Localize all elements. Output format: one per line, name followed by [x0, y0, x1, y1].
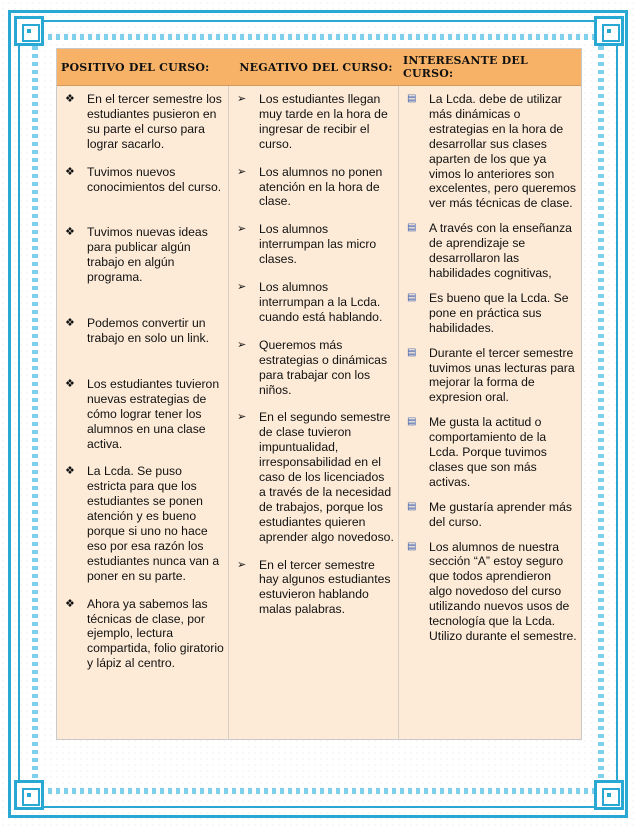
positivo-item: [65, 377, 224, 452]
arrow-bullet-icon: ➢: [237, 338, 247, 351]
arrow-bullet-icon: ➢: [237, 281, 247, 294]
arrow-bullet-icon: ➢: [237, 93, 247, 105]
negativo-item-text: Los alumnos interrumpan a la Lcda. cuando está hablando.: [259, 280, 383, 324]
book-bullet-icon: ▤: [407, 416, 417, 428]
positivo-item-text: Tuvimos nuevos conocimientos del curso.: [87, 164, 222, 194]
header-negativo: NEGATIVO DEL CURSO:: [239, 60, 393, 74]
negativo-item-text: Los alumnos no ponen atención en la hora de clase.: [259, 164, 383, 209]
diamond-bullet-icon: ❖: [65, 165, 75, 178]
interesante-item: [407, 291, 577, 336]
negativo-item: [237, 410, 394, 544]
corner-ornament-bottom-left: [14, 780, 44, 810]
negativo-item-text: En el segundo semestre de clase tuvieron impuntualidad, irresponsabilidad en el caso de los licenciados a través de la necesidad de trabajos, porque los estudiantes quieren aprender algo novedoso.: [259, 410, 394, 544]
negativo-item: [237, 92, 394, 152]
book-bullet-icon: ▤: [407, 222, 417, 234]
positivo-item-text: Ahora ya sabemos las técnicas de clase, por ejemplo, lectura compartida, folio giratorio y lápiz al centro.: [87, 596, 224, 671]
book-bullet-icon: ▤: [407, 346, 417, 358]
negativo-item: [237, 222, 394, 267]
column-positivo: [57, 86, 229, 739]
positivo-item: [65, 165, 224, 195]
positivo-item: [65, 597, 224, 672]
interesante-item-text: Durante el tercer semestre tuvimos unas lecturas para mejorar la forma de expresion oral.: [429, 345, 575, 405]
diamond-bullet-icon: ❖: [65, 377, 75, 390]
interesante-item-text: Los alumnos de nuestra sección “A” estoy seguro que todos aprendieron algo novedoso del curso utilizando nuevos usos de tecnología que la Lcda. Utilizo durante el semestre.: [429, 539, 577, 643]
positivo-item-text: Los estudiantes tuvieron nuevas estrategias de cómo lograr tener los alumnos en una clase activa.: [87, 376, 220, 451]
table-header-row: [57, 49, 581, 86]
interesante-item: [407, 500, 577, 530]
diamond-bullet-icon: ❖: [65, 465, 75, 478]
negativo-item-text: Los alumnos interrumpan las micro clases.: [259, 222, 377, 267]
diamond-bullet-icon: ❖: [65, 597, 75, 610]
column-negativo: [229, 86, 399, 739]
interesante-item-text: La Lcda. debe de utilizar más dinámicas o estrategias en la hora de desarrollar sus clases aparten de los que ya vimos lo anteriores son excelentes, pero queremos ver más técnicas de clase.: [429, 92, 577, 211]
arrow-bullet-icon: ➢: [237, 223, 247, 236]
book-bullet-icon: ▤: [407, 291, 417, 303]
header-interesante: INTERESANTE DEL CURSO:: [403, 54, 528, 80]
pni-table: [56, 48, 582, 740]
positivo-item-text: La Lcda. Se puso estricta para que los estudiantes se ponen atención y es bueno porque si uno no hace eso por esa razón los estudiantes nunca van a poner en su parte.: [87, 464, 220, 583]
interesante-item: [407, 415, 577, 490]
negativo-item: [237, 558, 394, 618]
arrow-bullet-icon: ➢: [237, 165, 247, 178]
corner-ornament-top-left: [14, 16, 44, 46]
book-bullet-icon: ▤: [407, 500, 417, 512]
arrow-bullet-icon: ➢: [237, 411, 247, 424]
negativo-item-text: Queremos más estrategias o dinámicas para trabajar con los niños.: [259, 337, 388, 397]
arrow-bullet-icon: ➢: [237, 558, 247, 571]
positivo-item-text: Podemos convertir un trabajo en solo un link.: [87, 316, 209, 345]
corner-ornament-top-right: [594, 16, 624, 46]
header-positivo: POSITIVO DEL CURSO:: [61, 60, 210, 74]
positivo-item: [65, 464, 224, 583]
interesante-item: [407, 92, 577, 211]
interesante-item: [407, 346, 577, 406]
interesante-item-text: A través con la enseñanza de aprendizaje se desarrollaron las habilidades cognitivas,: [429, 221, 572, 280]
positivo-item: [65, 316, 224, 346]
positivo-item: [65, 225, 224, 285]
diamond-bullet-icon: ❖: [65, 226, 75, 239]
negativo-item: [237, 165, 394, 210]
negativo-item: [237, 280, 394, 325]
interesante-item-text: Me gustaría aprender más del curso.: [429, 499, 572, 529]
negativo-item-text: Los estudiantes llegan muy tarde en la hora de ingresar de recibir el curso.: [259, 92, 388, 151]
book-bullet-icon: ▤: [407, 540, 417, 552]
positivo-item: [65, 92, 224, 152]
positivo-item-text: En el tercer semestre los estudiantes pusieron en su parte el curso para lograr sacarlo.: [87, 92, 222, 151]
interesante-item-text: Me gusta la actitud o comportamiento de la Lcda. Porque tuvimos clases que son más activas.: [429, 415, 547, 489]
table-body-row: [57, 86, 581, 739]
negativo-item: [237, 338, 394, 398]
interesante-item: [407, 540, 577, 644]
column-interesante: [399, 86, 581, 739]
book-bullet-icon: ▤: [407, 93, 417, 104]
positivo-item-text: Tuvimos nuevas ideas para publicar algún trabajo en algún programa.: [87, 225, 208, 285]
corner-ornament-bottom-right: [594, 780, 624, 810]
diamond-bullet-icon: ❖: [65, 93, 75, 105]
diamond-bullet-icon: ❖: [65, 317, 75, 330]
negativo-item-text: En el tercer semestre hay algunos estudiantes estuvieron hablando malas palabras.: [259, 557, 391, 617]
interesante-item: [407, 221, 577, 281]
interesante-item-text: Es bueno que la Lcda. Se pone en práctica sus habilidades.: [429, 290, 569, 335]
